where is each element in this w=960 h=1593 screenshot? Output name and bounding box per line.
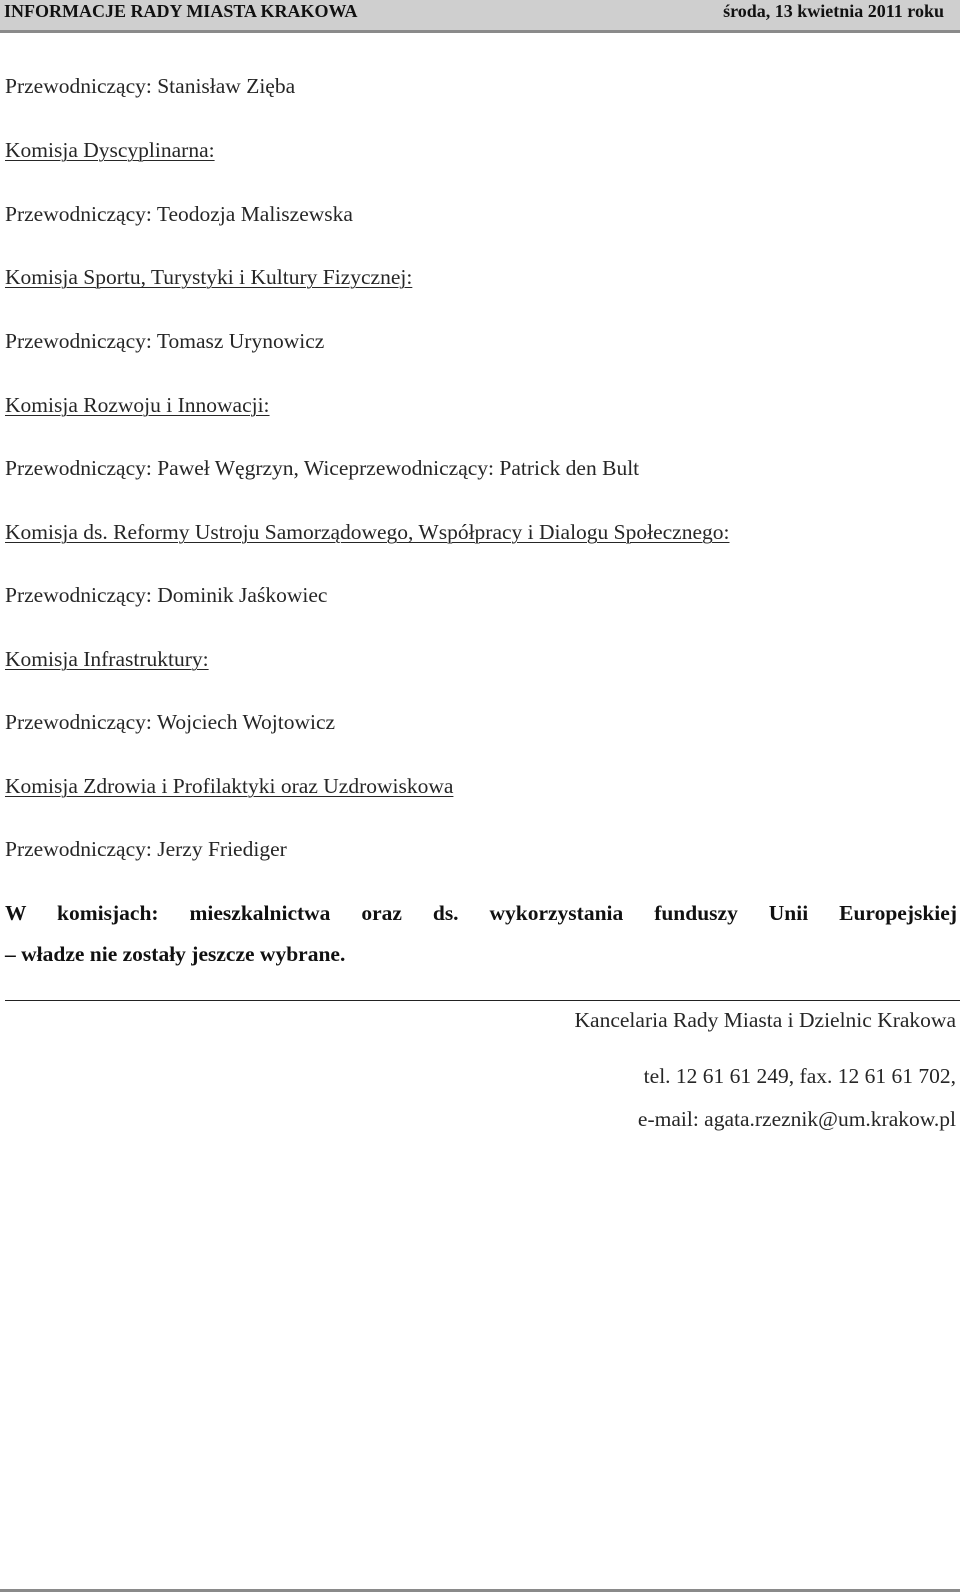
chair-line: Przewodniczący: Wojciech Wojtowicz — [5, 710, 336, 734]
chair-line: Przewodniczący: Stanisław Zięba — [5, 74, 296, 98]
publication-title: INFORMACJE RADY MIASTA KRAKOWA — [4, 1, 358, 21]
bold-note-line-2: – władze nie zostały jeszcze wybrane. — [5, 942, 346, 966]
committee-heading: Komisja Zdrowia i Profilaktyki oraz Uzdrowiskowa — [5, 774, 454, 798]
publication-date: środa, 13 kwietnia 2011 roku — [723, 1, 944, 21]
bottom-rule — [0, 1589, 960, 1592]
header-rule — [0, 30, 960, 33]
footer-divider — [5, 1000, 960, 1001]
email-address: e-mail: agata.rzeznik@um.krakow.pl — [637, 1107, 956, 1131]
chair-line: Przewodniczący: Tomasz Urynowicz — [5, 329, 325, 353]
chair-line: Przewodniczący: Jerzy Friediger — [5, 837, 287, 861]
chair-line: Przewodniczący: Paweł Węgrzyn, Wiceprzewodniczący: Patrick den Bult — [5, 456, 640, 480]
phone-fax: tel. 12 61 61 249, fax. 12 61 61 702, — [643, 1064, 956, 1088]
office-name: Kancelaria Rady Miasta i Dzielnic Krakowa — [574, 1008, 956, 1032]
committee-heading: Komisja Dyscyplinarna: — [5, 138, 215, 162]
committee-heading: Komisja Infrastruktury: — [5, 647, 209, 671]
chair-line: Przewodniczący: Dominik Jaśkowiec — [5, 583, 328, 607]
committee-heading: Komisja ds. Reformy Ustroju Samorządowego, Współpracy i Dialogu Społecznego: — [5, 520, 730, 544]
committee-heading: Komisja Rozwoju i Innowacji: — [5, 393, 270, 417]
chair-line: Przewodniczący: Teodozja Maliszewska — [5, 202, 353, 226]
bold-note-line-1: W komisjach: mieszkalnictwa oraz ds. wykorzystania funduszy Unii Europejskiej — [5, 901, 957, 925]
committee-heading: Komisja Sportu, Turystyki i Kultury Fizycznej: — [5, 265, 413, 289]
page-header — [0, 0, 960, 32]
